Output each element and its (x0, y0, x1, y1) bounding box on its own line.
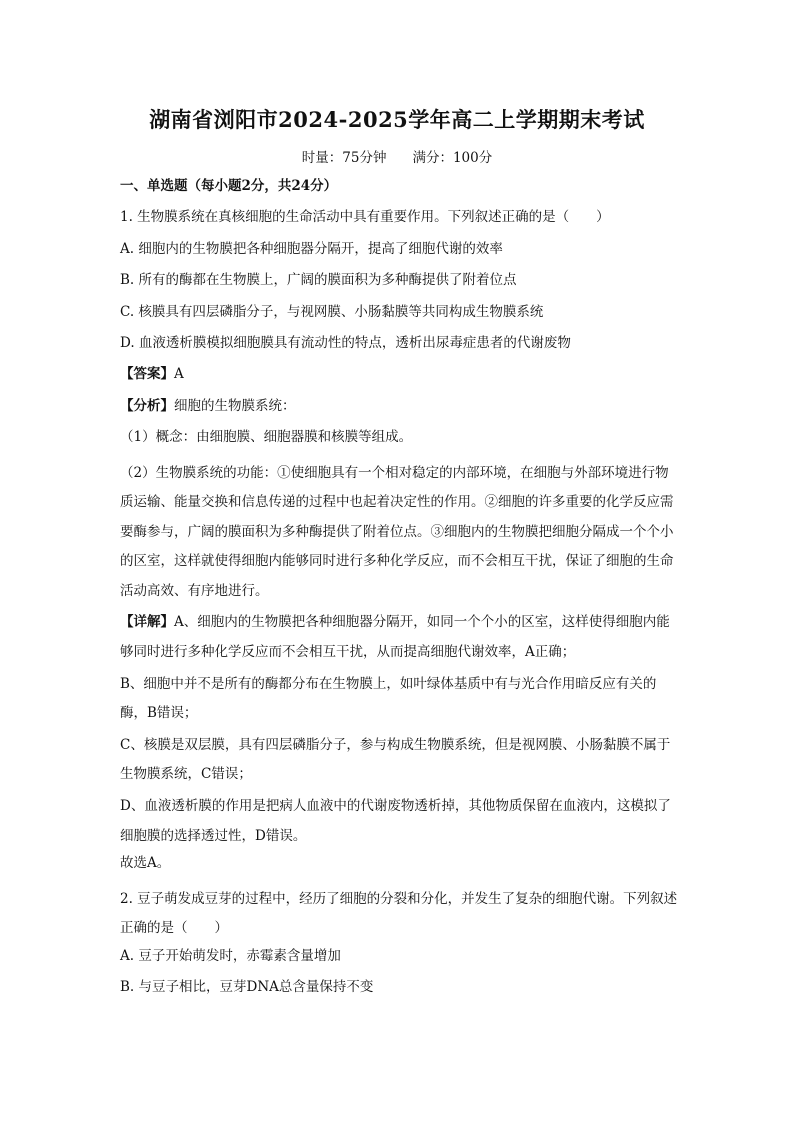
question-1-analysis (120, 396, 680, 416)
detail-d: D、血液透析膜的作用是把病人血液中的代谢废物透析掉，其他物质保留在血液内，这模拟了细胞膜的选择透过性，D错误。 (120, 798, 671, 844)
analysis-text: 细胞的生物膜系统： (174, 397, 296, 414)
question-1-conclusion: 故选A。 (120, 855, 171, 872)
section-heading: 一、单选题（每小题2分，共24分） (120, 178, 338, 194)
answer-tag: 【答案】 (120, 366, 174, 383)
analysis-point-2: （2）生物膜系统的功能：①使细胞具有一个相对稳定的内部环境，在细胞与外部环境进行物质运输、能量交换和信息传递的过程中也起着决定性的作用。②细胞的许多重要的化学反应需要酶参与，广阔的膜面积为多种酶提供了附着位点。③细胞内的生物膜把细胞分隔成一个个小的区室，这样就使得细胞内能够同时进行多种化学反应，而不会相互干扰，保证了细胞的生命活动高效、有序地进行。 (120, 464, 674, 599)
question-1-option-d: D. 血液透析膜模拟细胞膜具有流动性的特点，透析出尿毒症患者的代谢废物 (120, 334, 571, 351)
question-1-answer (120, 364, 680, 384)
question-1-option-a: A. 细胞内的生物膜把各种细胞器分隔开，提高了细胞代谢的效率 (120, 240, 503, 257)
analysis-tag: 【分析】 (120, 397, 174, 414)
question-1-option-b: B. 所有的酶都在生物膜上，广阔的膜面积为多种酶提供了附着位点 (120, 272, 517, 289)
detail-a-text: A、细胞内的生物膜把各种细胞器分隔开，如同一个个小的区室，这样使得细胞内能够同时进行多种化学反应而不会相互干扰，从而提高细胞代谢效率，A正确； (120, 614, 670, 661)
exam-time: 时量：75分钟 (301, 150, 387, 166)
document-body (120, 176, 680, 1009)
question-2-option-a: A. 豆子开始萌发时，赤霉素含量增加 (120, 947, 341, 964)
detail-tag: 【详解】 (120, 614, 174, 631)
answer-value: A (174, 366, 184, 383)
detail-a (120, 608, 680, 667)
detail-c: C、核膜是双层膜，具有四层磷脂分子，参与构成生物膜系统，但是视网膜、小肠黏膜不属于生物膜系统，C错误； (120, 736, 671, 783)
question-1-option-c: C. 核膜具有四层磷脂分子，与视网膜、小肠黏膜等共同构成生物膜系统 (120, 303, 544, 320)
question-2-option-b: B. 与豆子相比，豆芽DNA总含量保持不变 (120, 979, 374, 996)
exam-score: 满分：100分 (412, 150, 493, 166)
question-2-stem: 2. 豆子萌发成豆芽的过程中，经历了细胞的分裂和分化，并发生了复杂的细胞代谢。下列叙述正确的是（ ） (120, 890, 678, 937)
analysis-point-1: （1）概念：由细胞膜、细胞器膜和核膜等组成。 (120, 429, 413, 446)
page-title: 湖南省浏阳市2024-2025学年高二上学期期末考试 (149, 107, 645, 132)
detail-b: B、细胞中并不是所有的酶都分布在生物膜上，如叶绿体基质中有与光合作用暗反应有关的酶，B错误； (120, 675, 657, 722)
exam-meta (0, 146, 794, 166)
question-1-stem: 1. 生物膜系统在真核细胞的生命活动中具有重要作用。下列叙述正确的是（ ） (120, 209, 610, 226)
